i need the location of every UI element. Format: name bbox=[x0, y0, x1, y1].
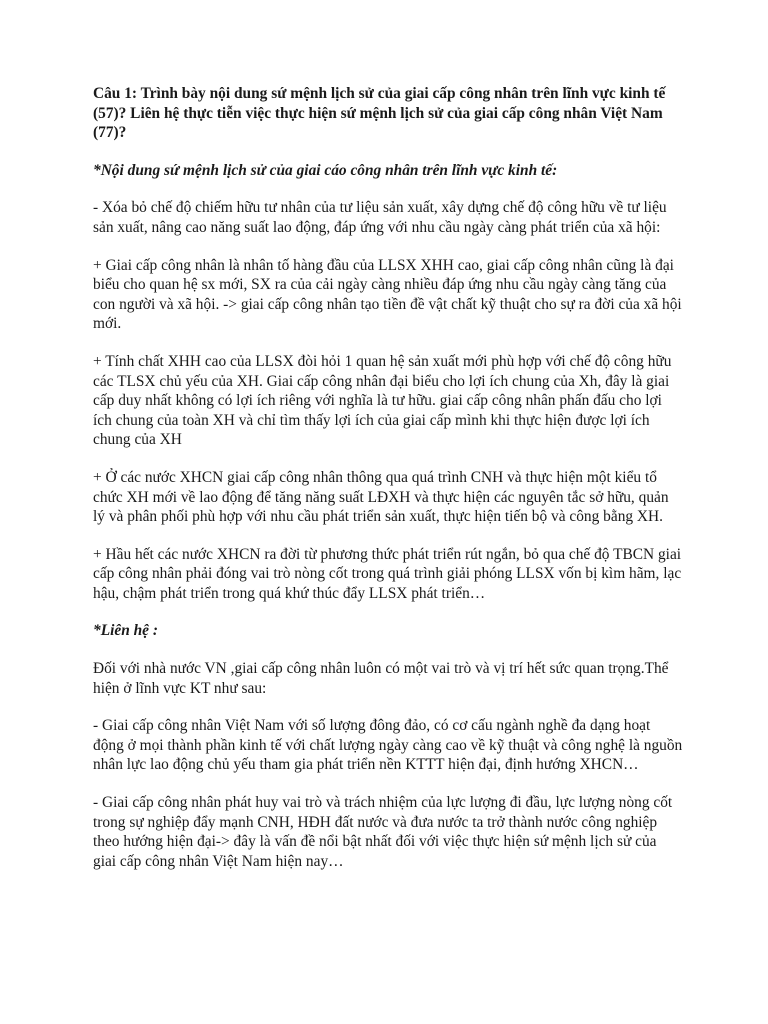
paragraph: - Xóa bỏ chế độ chiếm hữu tư nhân của tư liệu sản xuất, xây dựng chế độ công hữu về tư liệu sản xuất, nâng cao năng suất lao động, đáp ứng với nhu cầu ngày càng phát triển của xã hội: bbox=[93, 199, 667, 236]
question-title: Câu 1: Trình bày nội dung sứ mệnh lịch sử của giai cấp công nhân trên lĩnh vực kinh tế (57)? Liên hệ thực tiễn việc thực hiện sứ mệnh lịch sử của giai cấp công nhân Việt Nam (77)? bbox=[93, 85, 666, 142]
paragraph: + Ở các nước XHCN giai cấp công nhân thông qua quá trình CNH và thực hiện một kiểu tổ chức XH mới về lao động để tăng năng suất LĐXH và thực hiện các nguyên tắc sở hữu, quản lý và phân phối phù hợp với nhu cầu phát triển sản xuất, thực hiện tiến bộ và công bằng XH. bbox=[93, 468, 669, 526]
paragraph: + Tính chất XHH cao của LLSX đòi hỏi 1 quan hệ sản xuất mới phù hợp với chế độ công hữu các TLSX chủ yếu của XH. Giai cấp công nhân đại biểu cho lợi ích chung của Xh, đây là giai cấp duy nhất không có lợi ích riêng với nghĩa là tư hữu. giai cấp công nhân phấn đấu cho lợi ích chung của toàn XH và chỉ tìm thấy lợi ích của giai cấp mình khi thực hiện được lợi ích chung của XH bbox=[93, 352, 672, 449]
paragraph: + Hầu hết các nước XHCN ra đời từ phương thức phát triển rút ngắn, bỏ qua chế độ TBCN giai cấp công nhân phải đóng vai trò nòng cốt trong quá trình giải phóng LLSX vốn bị kìm hãm, lạc hậu, chậm phát triển trong quá khứ thúc đẩy LLSX phát triển… bbox=[93, 545, 682, 602]
paragraph: - Giai cấp công nhân phát huy vai trò và trách nhiệm của lực lượng đi đầu, lực lượng nòng cốt trong sự nghiệp đẩy mạnh CNH, HĐH đất nước và đưa nước ta trở thành nước công nghiệp theo hướng hiện đại-> đây là vấn đề nổi bật nhất đối với việc thực hiện sứ mệnh lịch sử của giai cấp công nhân Việt Nam hiện nay… bbox=[93, 794, 673, 870]
document-page bbox=[93, 84, 683, 889]
section-heading-relation: *Liên hệ : bbox=[93, 622, 158, 640]
section-heading-content: *Nội dung sứ mệnh lịch sử của giai cáo công nhân trên lĩnh vực kinh tế: bbox=[93, 161, 558, 179]
paragraph: + Giai cấp công nhân là nhân tố hàng đầu của LLSX XHH cao, giai cấp công nhân cũng là đại biểu cho quan hệ sx mới, SX ra của cải ngày càng nhiều đáp ứng nhu cầu ngày càng tăng của con người và xã hội. -> giai cấp công nhân tạo tiền đề vật chất kỹ thuật cho sự ra đời của xã hội mới. bbox=[93, 256, 682, 333]
paragraph: - Giai cấp công nhân Việt Nam với số lượng đông đảo, có cơ cấu ngành nghề đa dạng hoạt động ở mọi thành phần kinh tế với chất lượng ngày càng cao về kỹ thuật và công nghệ là nguồn nhân lực lao động chủ yếu tham gia phát triển nền KTTT hiện đại, định hướng XHCN… bbox=[93, 717, 683, 774]
paragraph: Đối với nhà nước VN ,giai cấp công nhân luôn có một vai trò và vị trí hết sức quan trọng.Thể hiện ở lĩnh vực KT như sau: bbox=[93, 660, 669, 697]
